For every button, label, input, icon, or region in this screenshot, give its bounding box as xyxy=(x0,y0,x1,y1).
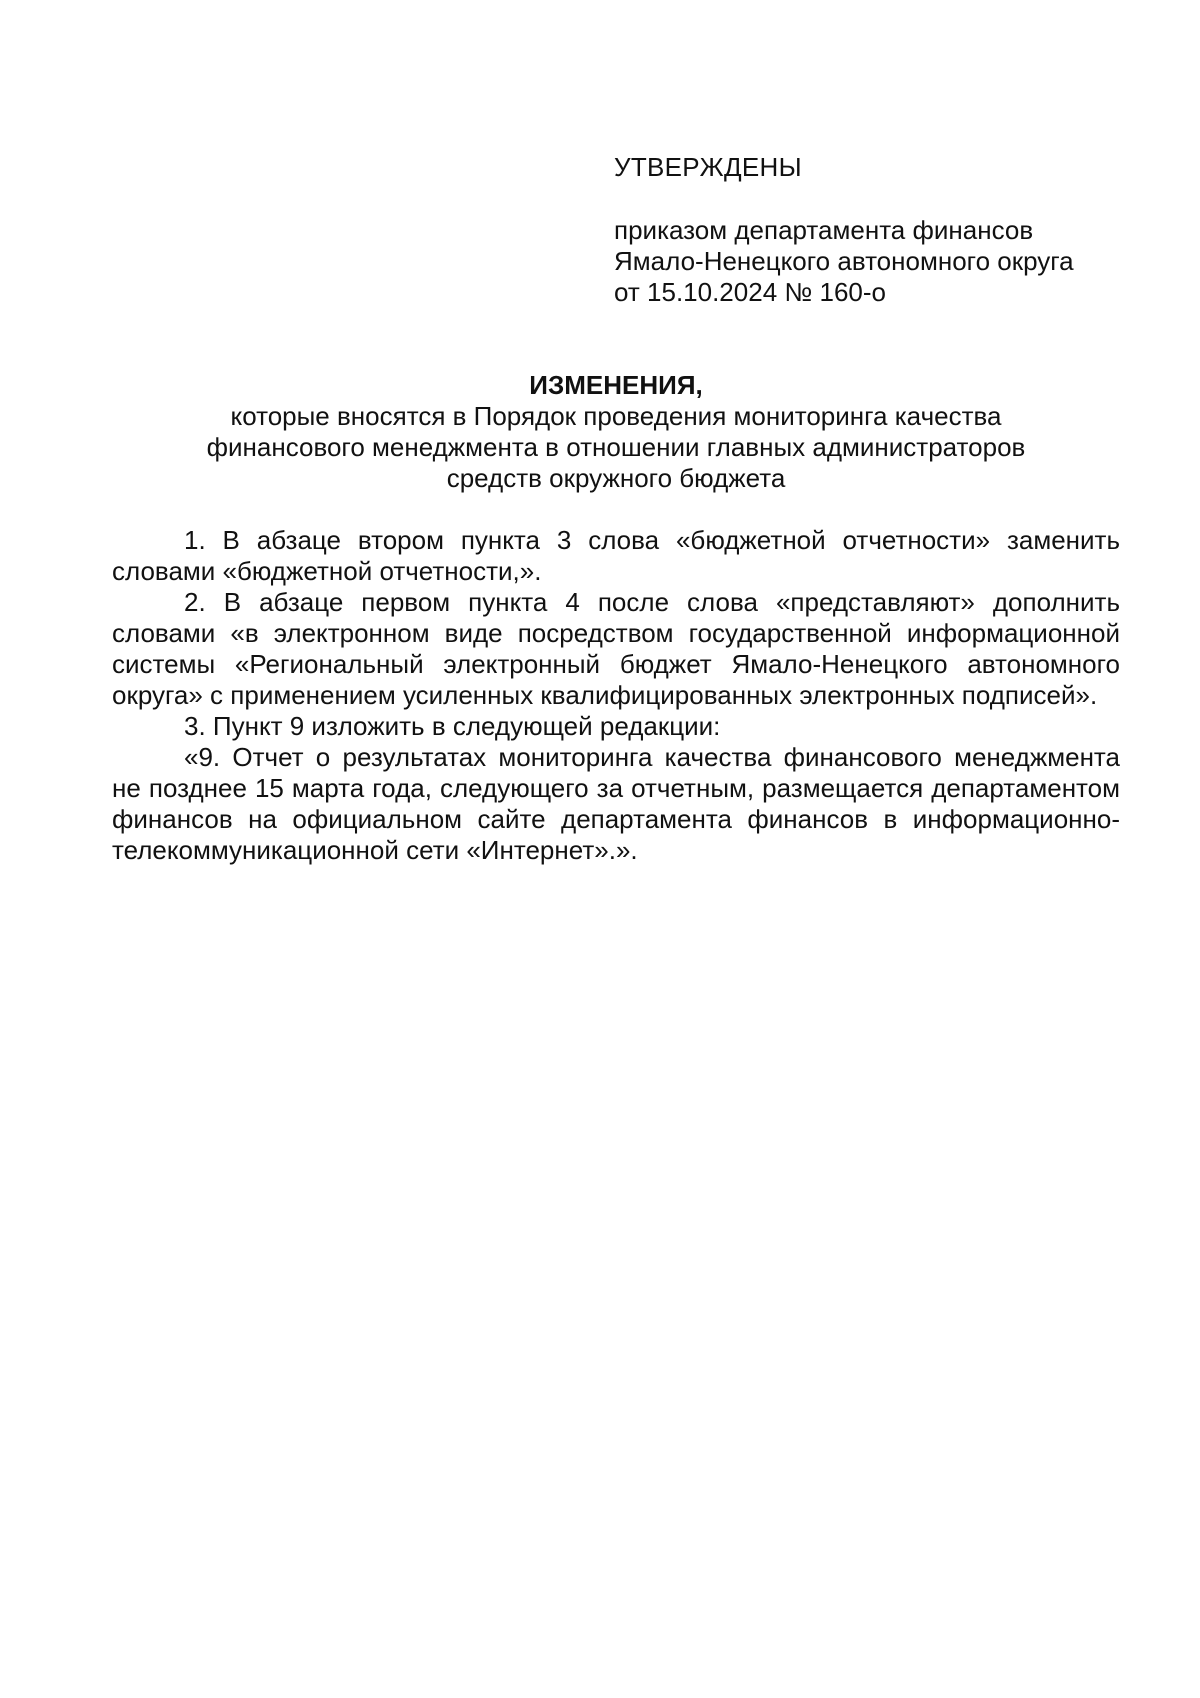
approval-stamp-title: УТВЕРЖДЕНЫ xyxy=(614,152,802,182)
approval-order-date: от 15.10.2024 № 160-о xyxy=(614,277,886,307)
paragraph-item-4-quote: «9. Отчет о результатах мониторинга качества финансового менеджмента не позднее 15 марта года, следующего за отчетным, размещается департаментом финансов на официальном сайте департамента финансов в информационно-телекоммуникационной сети «Интернет».». xyxy=(112,742,1120,865)
document-heading xyxy=(110,370,1122,494)
approval-order-line-1: приказом департамента финансов xyxy=(614,215,1034,245)
document-subtitle: которые вносятся в Порядок проведения мониторинга качества финансового менеджмента в отношении главных администраторов средств окружного бюджета xyxy=(206,401,1026,493)
approval-order-line-2: Ямало-Ненецкого автономного округа xyxy=(614,246,1074,276)
document-body xyxy=(112,525,1120,866)
approval-block xyxy=(614,152,1134,308)
paragraph-item-1: 1. В абзаце втором пункта 3 слова «бюджетной отчетности» заменить словами «бюджетной отчетности,». xyxy=(112,525,1120,586)
document-title: ИЗМЕНЕНИЯ, xyxy=(529,370,703,400)
paragraph-item-3: 3. Пункт 9 изложить в следующей редакции: xyxy=(184,711,721,741)
paragraph-item-2: 2. В абзаце первом пункта 4 после слова «представляют» дополнить словами «в электронном виде посредством государственной информационной системы «Региональный электронный бюджет Ямало-Ненецкого автономного округа» с применением усиленных квалифицированных электронных подписей». xyxy=(112,587,1120,710)
